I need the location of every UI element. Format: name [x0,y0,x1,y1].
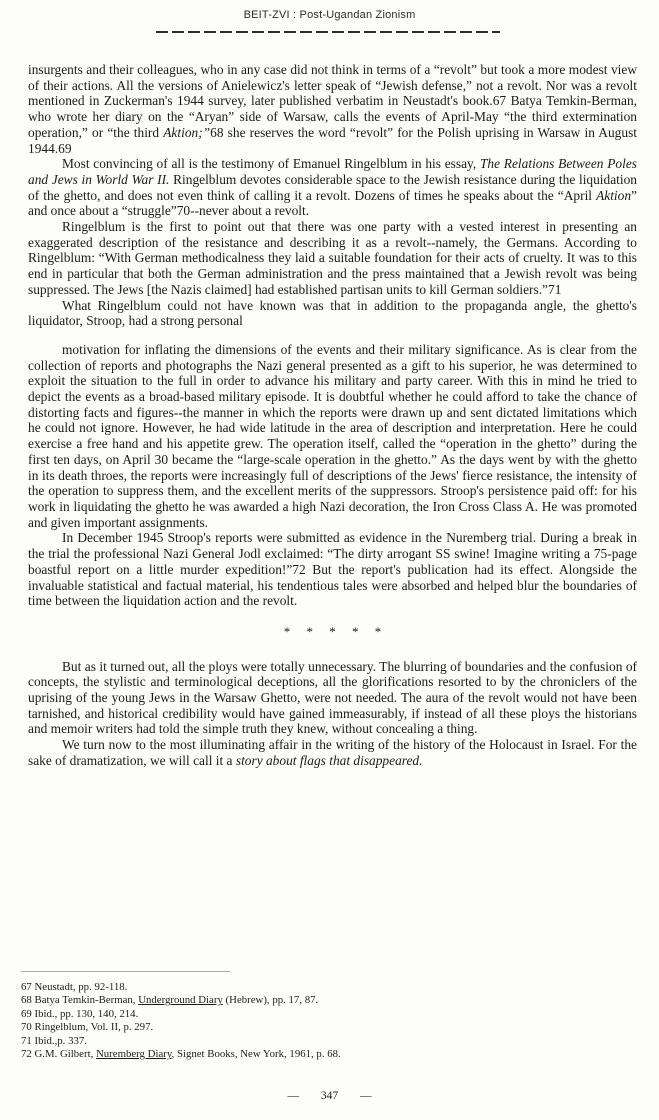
footnote-67: 67 Neustadt, pp. 92-118. [21,981,128,993]
footnote-72: 72 G.M. Gilbert, Nuremberg Diary, Signet Books, New York, 1961, p. 68. [21,1048,341,1061]
body-text [28,62,637,769]
paragraph-8: We turn now to the most illuminating affair in the writing of the history of the Holocaust in Israel. For the sake of dramatization, we will call it a story about flags that disappeared. [28,737,637,768]
paragraph-5: motivation for inflating the dimensions of the events and their military significance. As is clear from the collection of reports and photographs the Nazi general presented as a gift to his superior, he was determined to exploit the situation to the full in order to advance his military and party career. With this in mind he tried to depict the events as a broad-based military episode. It is doubtful whether he could afford to take the chance of distorting facts and figures--the manner in which the reports were drawn up and sent dictated limitations which he could not ignore. However, he had wide latitude in the area of description and interpretation. Here he could exercise a free hand and his appetite grew. The operation itself, called the “operation in the ghetto” during the first ten days, on April 30 became the “large-scale operation in the ghetto.” As the days went by with the ghetto in its death throes, the reports were increasingly full of descriptions of the Jews' fierce resistance, the intensity of the operation to suppress them, and the excellent merits of the suppressors. Stroop's persistence paid off: for his work in liquidating the ghetto he was awarded a high Nazi decoration, the Iron Cross Class A. He was promoted and given important assignments. [28,341,637,530]
footnote-69: 69 Ibid., pp. 130, 140, 214. [21,1007,139,1020]
page-number: 347 [320,1090,339,1102]
footnote-70: 70 Ringelblum, Vol. II, p. 297. [21,1021,154,1034]
paragraph-3: Ringelblum is the first to point out that there was one party with a vested interest in presenting an exaggerated description of the resistance and describing it as a revolt--namely, the Germans. According to Ringelblum: “With German methodicalness they laid a suitable foundation for their acts of cruelty. It was to this end in particular that both the German administration and the press maintained that a Jewish revolt was being suppressed. The Jews [the Nazis claimed] had established partisan units to kill German soldiers.”71 [28,219,637,297]
paragraph-2: Most convincing of all is the testimony of Emanuel Ringelblum in his essay, The Relations Between Poles and Jews in World War II. Ringelblum devotes considerable space to the Jewish resistance during the liquidation of the ghetto, and does not even think of calling it a revolt. Dozens of times he speaks about the “April Aktion” and once about a “struggle”70--never about a revolt. [28,156,637,219]
footnote-divider-rule [21,971,230,972]
footnote-68: 68 Batya Temkin-Berman, Underground Diary (Hebrew), pp. 17, 87. [21,994,319,1007]
page-header-title: BEIT-ZVI : Post-Ugandan Zionism [243,9,416,21]
paragraph-7: But as it turned out, all the ploys were totally unnecessary. The blurring of boundaries and the confusion of concepts, the stylistic and terminological deceptions, all the glorifications resorted to by the chroniclers of the uprising of the young Jews in the Warsaw Ghetto, were not needed. The aura of the revolt would not have been tarnished, and historical credibility would have gained immeasurably, if instead of all these ploys the historians and memoir writers had told the simple truth they knew, without concealing a thing. [28,658,637,737]
paragraph-6: In December 1945 Stroop's reports were submitted as evidence in the Nuremberg trial. During a break in the trial the professional Nazi General Jodl exclaimed: “The dirty arrogant SS swine! Imagine writing a 75-page boastful report on a little murder expedition!”72 But the report's publication had its effect. Alongside the invaluable statistical and factual material, his tendentious tales were absorbed and helped blur the boundaries of time between the liquidation action and the revolt. [28,530,637,609]
page-footer [0,1090,659,1102]
footnote-71: 71 Ibid.,p. 337. [21,1034,87,1047]
footer-dash-right: — [360,1090,372,1102]
paragraph-4: What Ringelblum could not have known was that in addition to the propaganda angle, the ghetto's liquidator, Stroop, had a strong personal [28,297,637,329]
footer-dash-left: — [287,1090,299,1102]
footnotes-section [21,971,626,1061]
paragraph-1: insurgents and their colleagues, who in any case did not think in terms of a “revolt” but took a more modest view of their actions. All the versions of Anielewicz's letter speak of “Jewish defense,” not a revolt. Nor was a revolt mentioned in Zuckerman's 1944 survey, later published verbatim in Neustadt's book.67 Batya Temkin-Berman, who wrote her diary on the “Aryan” side of Warsaw, calls the events of April-May “the third extermination operation,” or “the third Aktion;”68 she reserves the word “revolt” for the Polish uprising in Warsaw in August 1944.69 [28,62,637,156]
header-divider-rule [156,31,500,33]
asterisk-separator: * * * * * [283,623,382,639]
